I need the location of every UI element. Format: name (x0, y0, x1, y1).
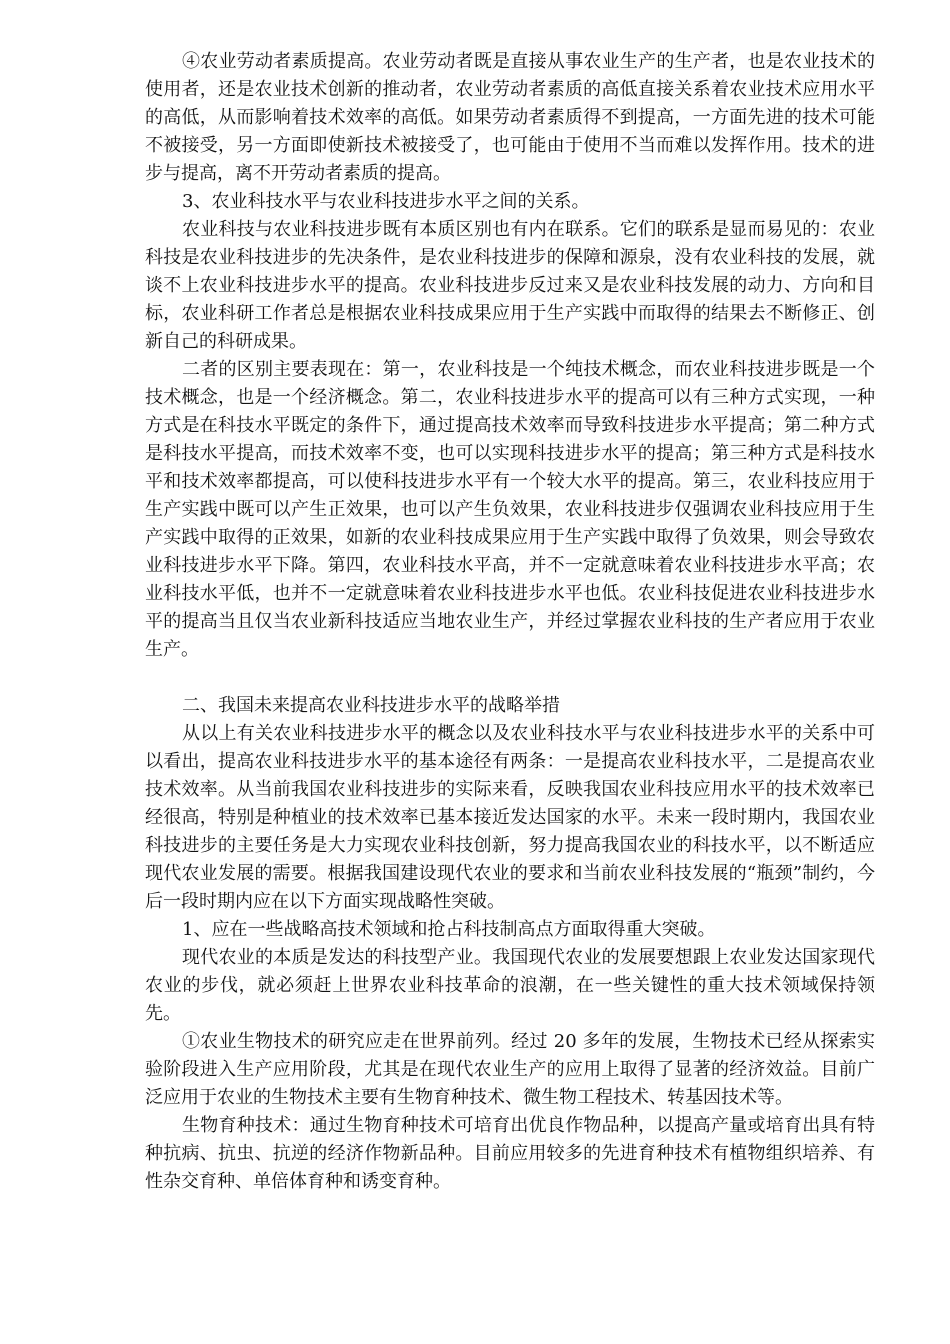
document-page (145, 48, 875, 1196)
paragraph-breeding: 生物育种技术：通过生物育种技术可培育出优良作物品种，以提高产量或培育出具有特种抗病、抗虫、抗逆的经济作物新品种。目前应用较多的先进育种技术有植物组织培养、有性杂交育种、单倍体育种和诱变育种。 (145, 1115, 875, 1192)
paragraph-heading-relationship: 3、农业科技水平与农业科技进步水平之间的关系。 (182, 191, 590, 212)
section-heading-strategy: 二、我国未来提高农业科技进步水平的战略举措 (182, 695, 560, 716)
paragraph-difference: 二者的区别主要表现在：第一，农业科技是一个纯技术概念，而农业科技进步既是一个技术概念，也是一个经济概念。第二，农业科技进步水平的提高可以有三种方式实现，一种方式是在科技水平既定的条件下，通过提高技术效率而导致科技进步水平提高；第二种方式是科技水平提高，而技术效率不变，也可以实现科技进步水平的提高；第三种方式是科技水平和技术效率都提高，可以使科技进步水平有一个较大水平的提高。第三，农业科技应用于生产实践中既可以产生正效果，也可以产生负效果，农业科技进步仅强调农业科技应用于生产实践中取得的正效果，如新的农业科技成果应用于生产实践中取得了负效果，则会导致农业科技进步水平下降。第四，农业科技水平高，并不一定就意味着农业科技进步水平高；农业科技水平低，也并不一定就意味着农业科技进步水平也低。农业科技促进农业科技进步水平的提高当且仅当农业新科技适应当地农业生产，并经过掌握农业科技的生产者应用于农业生产。 (145, 359, 875, 660)
paragraph-modern-agriculture: 现代农业的本质是发达的科技型产业。我国现代农业的发展要想跟上农业发达国家现代农业的步伐，就必须赶上世界农业科技革命的浪潮，在一些关键性的重大技术领域保持领先。 (145, 947, 875, 1024)
section-spacer (145, 664, 875, 692)
paragraph-strategy-intro: 从以上有关农业科技进步水平的概念以及农业科技水平与农业科技进步水平的关系中可以看出，提高农业科技进步水平的基本途径有两条：一是提高农业科技水平，二是提高农业技术效率。从当前我国农业科技进步的实际来看，反映我国农业科技应用水平的技术效率已经很高，特别是种植业的技术效率已基本接近发达国家的水平。未来一段时期内，我国农业科技进步的主要任务是大力实现农业科技创新，努力提高我国农业的科技水平，以不断适应现代农业发展的需要。根据我国建设现代农业的要求和当前农业科技发展的“瓶颈”制约，今后一段时期内应在以下方面实现战略性突破。 (145, 723, 875, 912)
paragraph-heading-breakthrough: 1、应在一些战略高技术领域和抢占科技制高点方面取得重大突破。 (182, 919, 716, 940)
paragraph-connection: 农业科技与农业科技进步既有本质区别也有内在联系。它们的联系是显而易见的：农业科技是农业科技进步的先决条件，是农业科技进步的保障和源泉，没有农业科技的发展，就谈不上农业科技进步水平的提高。农业科技进步反过来又是农业科技发展的动力、方向和目标，农业科研工作者总是根据农业科技成果应用于生产实践中而取得的结果去不断修正、创新自己的科研成果。 (145, 219, 875, 352)
paragraph-biotech: ①农业生物技术的研究应走在世界前列。经过 20 多年的发展，生物技术已经从探索实验阶段进入生产应用阶段，尤其是在现代农业生产的应用上取得了显著的经济效益。目前广泛应用于农业的生物技术主要有生物育种技术、微生物工程技术、转基因技术等。 (145, 1031, 875, 1108)
paragraph-farmer-quality: ④农业劳动者素质提高。农业劳动者既是直接从事农业生产的生产者，也是农业技术的使用者，还是农业技术创新的推动者，农业劳动者素质的高低直接关系着农业技术应用水平的高低，从而影响着技术效率的高低。如果劳动者素质得不到提高，一方面先进的技术可能不被接受，另一方面即使新技术被接受了，也可能由于使用不当而难以发挥作用。技术的进步与提高，离不开劳动者素质的提高。 (145, 51, 875, 184)
